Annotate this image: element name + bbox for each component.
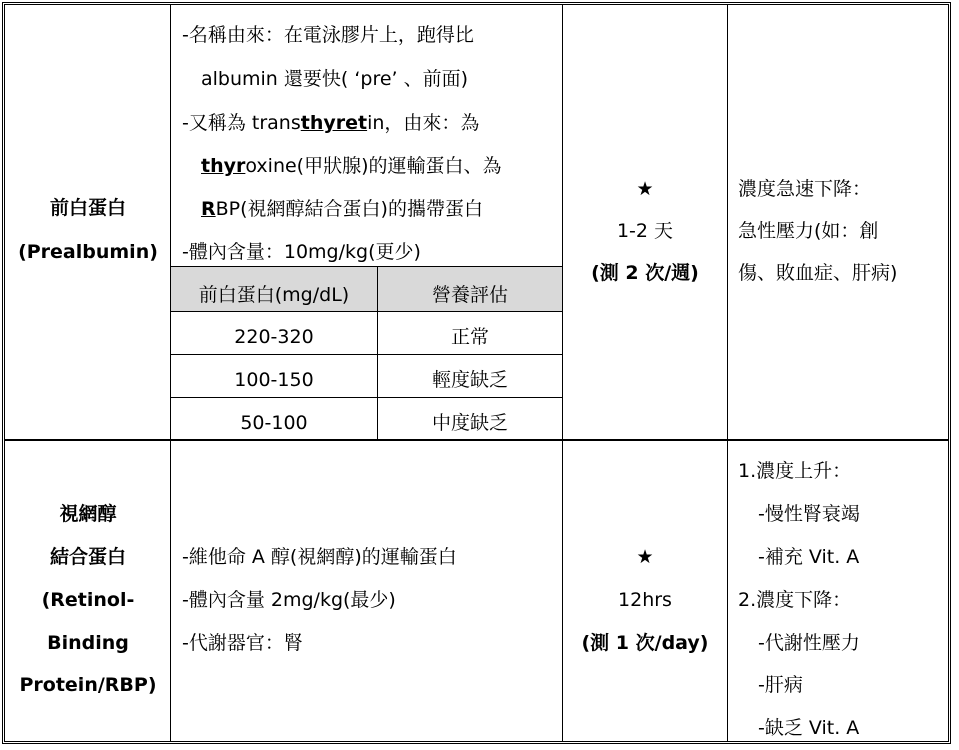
prealbumin-desc-line-4: thyroxine(甲狀腺)的運輸蛋白、為 [201, 155, 502, 177]
rbp-note-line: -缺乏 Vit. A [758, 717, 860, 739]
subtable-line-1 [171, 266, 562, 267]
prealbumin-desc-line-2: albumin 還要快( ‘pre’ 、前面) [201, 68, 469, 90]
rbp-desc-line: -維他命 A 醇(視網醇)的運輸蛋白 [182, 546, 457, 568]
rbp-note-line: 2.濃度下降： [738, 589, 852, 611]
subtable-cell: 正常 [450, 326, 489, 348]
subtable-line-2 [171, 311, 562, 312]
rbp-note-line: -補充 Vit. A [758, 546, 860, 568]
prealbumin-desc-line-6: -體內含量：10mg/kg(更少) [182, 241, 421, 263]
col-divider-2 [562, 5, 563, 741]
subtable-line-4 [171, 397, 562, 398]
rbp-note-line: 1.濃度上升： [738, 460, 852, 482]
rbp-name-line: (Retinol- [41, 589, 135, 611]
rbp-desc-line: -代謝器官：腎 [182, 632, 303, 654]
rbp-name-line: 結合蛋白 [49, 546, 126, 568]
subtable-cell: 220-320 [234, 326, 314, 348]
prealbumin-halflife: 1-2 天 [616, 220, 674, 242]
rbp-note-line: -肝病 [758, 674, 803, 696]
prealbumin-note-line: 濃度急速下降： [738, 178, 872, 200]
subtable-cell: 輕度缺乏 [431, 369, 508, 391]
prealbumin-name-zh: 前白蛋白 [49, 197, 126, 219]
subtable-cell: 50-100 [240, 412, 308, 434]
rbp-note-line: -慢性腎衰竭 [758, 503, 860, 525]
rbp-name-line: 視網醇 [59, 503, 117, 525]
rbp-frequency: (測 1 次/day) [581, 632, 709, 654]
prealbumin-desc-line-1: -名稱由來：在電泳膠片上，跑得比 [182, 24, 474, 46]
row-divider [5, 439, 948, 441]
subtable-header-assessment: 營養評估 [431, 284, 508, 306]
prealbumin-name-en: (Prealbumin) [18, 241, 158, 263]
subtable-header-value: 前白蛋白(mg/dL) [198, 284, 350, 306]
rbp-note-line: -代謝性壓力 [758, 632, 860, 654]
col-divider-3 [727, 5, 728, 741]
prealbumin-desc-line-3: -又稱為 transthyretin，由來：為 [182, 112, 480, 134]
rbp-name-line: Binding [47, 632, 129, 654]
prealbumin-star-icon: ★ [636, 178, 654, 200]
rbp-star-icon: ★ [636, 546, 654, 568]
rbp-halflife: 12hrs [618, 589, 672, 611]
subtable-cell: 100-150 [234, 369, 314, 391]
prealbumin-frequency: (測 2 次/週) [591, 262, 699, 284]
prealbumin-note-line: 傷、敗血症、肝病) [738, 262, 898, 284]
prealbumin-desc-line-5: RBP(視網醇結合蛋白)的攜帶蛋白 [201, 198, 483, 220]
subtable-cell: 中度缺乏 [431, 412, 508, 434]
subtable-line-3 [171, 354, 562, 355]
rbp-desc-line: -體內含量 2mg/kg(最少) [182, 589, 396, 611]
rbp-name-line: Protein/RBP) [19, 674, 157, 696]
prealbumin-note-line: 急性壓力(如：創 [738, 220, 879, 242]
